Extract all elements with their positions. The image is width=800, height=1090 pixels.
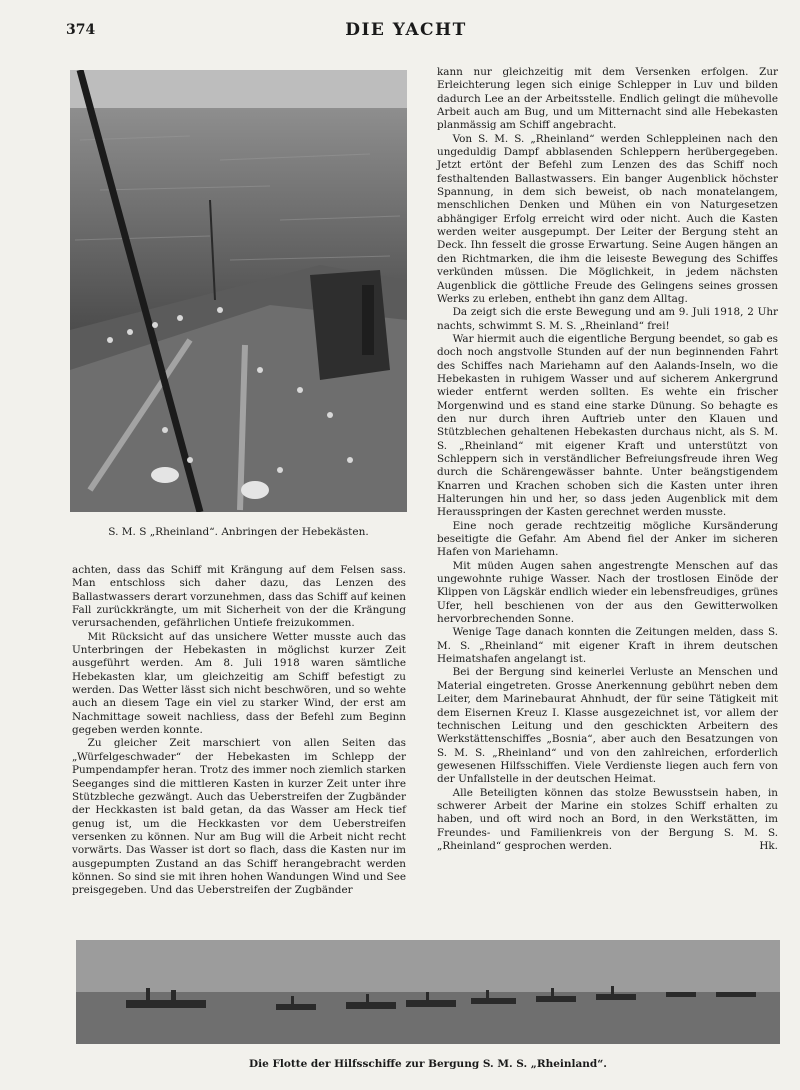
paragraph: Bei der Bergung sind keinerlei Verluste an Menschen und Material eingetreten. Grosse Anerkennung gebührt neben dem Leiter, dem Marinebaurat Ahnhudt, der für seine Tätigkeit mit dem Eisernen Kreuz I. Klasse ausgezeichnet ist, vor allem der technischen Leitung und den geschickten Arbeitern des Werkstättenschiffes „Bosnia“, aber auch den Besatzungen von S. M. S. „Rheinland“ und von den zahlreichen, erforderlich gewesenen Hilfsschiffen. Viele Verdienste liegen auch fern von der Unfallstelle in der deutschen Heimat. <box>437 666 778 786</box>
paragraph: Eine noch gerade rechtzeitig mögliche Kursänderung beseitigte die Gefahr. Am Abend fiel der Anker im sicheren Hafen von Mariehamn. <box>437 519 778 559</box>
paragraph: Zu gleicher Zeit marschiert von allen Seiten das „Würfelgeschwader“ der Hebekasten im Schlepp der Pumpendampfer heran. Trotz des immer noch ziemlich starken Seeganges sind die mittleren Kasten in kurzer Zeit unter ihre Stützbleche gezwängt. Auch das Ueberstreifen der Zugbänder der Heckkasten ist bald getan, da das Wasser am Heck tief genug ist, um die Heckkasten vor dem Ueberstreifen versenken zu können. Nur am Bug will die Arbeit nicht recht vorwärts. Das Wasser ist dort so flach, dass die Kasten nur im ausgepumpten Zustand an das Schiff herangebracht werden können. So sind sie mit ihren hohen Wandungen Wind und See preisgegeben. Und das Ueberstreifen der Zugbänder <box>72 737 406 897</box>
right-text-column <box>437 66 778 853</box>
paragraph: achten, dass das Schiff mit Krängung auf dem Felsen sass. Man entschloss sich daher dazu, das Lenzen des Ballastwassers derart vorzunehmen, dass das Schiff auf keinen Fall zurückkrängte, um mit Sicherheit von der die Krängung verursachenden, gefährlichen Untiefe freizukommen. <box>72 564 406 630</box>
running-title: DIE YACHT <box>345 20 467 40</box>
paragraph: Alle Beteiligten können das stolze Bewusstsein haben, in schwerer Arbeit der Marine ein stolzes Schiff erhalten zu haben, und oft wird noch an Bord, in den Werkstätten, im Freundes- und Familienkreis von der Bergung S. M. S. „Rheinland“ gesprochen werden. <box>437 786 778 852</box>
paragraph: Wenige Tage danach konnten die Zeitungen melden, dass S. M. S. „Rheinland“ mit eigener Kraft in ihrem deutschen Heimatshafen angelangt ist. <box>437 626 778 666</box>
paragraph: War hiermit auch die eigentliche Bergung beendet, so gab es doch noch angstvolle Stunden auf der nun beginnenden Fahrt des Schiffes nach Mariehamn auf den Aalands-Inseln, wo die Hebekasten in ruhigem Wasser und auf sicherem Ankergrund wieder entfernt werden sollten. Es wehte ein frischer Morgenwind und es stand eine starke Dünung. So behagte es den nur durch ihren Auftrieb unter den Klauen und Stützblechen gehaltenen Hebekasten durchaus nicht, als S. M. S. „Rheinland“ mit eigener Kraft und unterstützt von Schleppern sich in verständlicher Befreiungsfreude ihren Weg durch die Schärengewässer bahnte. Unter beängstigendem Knarren und Krachen schoben sich die Kasten unter ihren Halterungen hin und her, so dass jeden Augenblick mit dem Herausspringen der Kasten gerechnet werden musste. <box>437 332 778 519</box>
bottom-photo-caption: Die Flotte der Hilfsschiffe zur Bergung S. M. S. „Rheinland“. <box>249 1058 607 1070</box>
paragraph: Mit müden Augen sahen angestrengte Menschen auf das ungewohnte ruhige Wasser. Nach der trostlosen Einöde der Klippen von Lägskär endlich wieder ein lebensfreudiges, grünes Ufer, hell beschienen von der aus den Gewitterwolken hervorbrechenden Sonne. <box>437 559 778 626</box>
left-text-column <box>72 564 406 898</box>
paragraph: Da zeigt sich die erste Bewegung und am 9. Juli 1918, 2 Uhr nachts, schwimmt S. M. S. „Rheinland“ frei! <box>437 306 778 332</box>
author-signature: Hk. <box>759 839 778 852</box>
fleet-photo <box>76 940 780 1044</box>
paragraph: Von S. M. S. „Rheinland“ werden Schleppleinen nach den ungeduldig Dampf abblasenden Schleppern herübergegeben. Jetzt ertönt der Befehl zum Lenzen des das Schiff noch festhaltenden Ballastwassers. Ein banger Augenblick höchster Spannung, in dem sich beweist, ob nach monatelangem, menschlichen Denken und Mühen ein von Naturgesetzen abhängiger Erfolg erreicht wird oder nicht. Auch die Kasten werden weiter ausgepumpt. Der Leiter der Bergung steht an Deck. Ihn fesselt die grosse Erwartung. Seine Augen hängen an den Richtmarken, die ihm die leiseste Bewegung des Schiffes verkünden müssen. Die Möglichkeit, in jedem nächsten Augenblick die göttliche Freude des Gelingens seines grossen Werks zu erleben, enthebt ihn ganz dem Alltag. <box>437 132 778 305</box>
page-header <box>66 22 746 44</box>
paragraph: kann nur gleichzeitig mit dem Versenken erfolgen. Zur Erleichterung legen sich einige Schlepper in Luv und bilden dadurch Lee an der Arbeitsstelle. Endlich gelingt die mühevolle Arbeit auch am Bug, und um Mitternacht sind alle Hebekasten planmässig am Schiff angebracht. <box>437 66 778 132</box>
ship-deck-photo <box>70 70 407 512</box>
top-photo-caption: S. M. S „Rheinland“. Anbringen der Hebekästen. <box>108 526 369 538</box>
page-number: 374 <box>66 22 96 38</box>
paragraph: Mit Rücksicht auf das unsichere Wetter musste auch das Unterbringen der Hebekasten in möglichst kurzer Zeit ausgeführt werden. Am 8. Juli 1918 waren sämtliche Hebekasten klar, um gleichzeitig am Schiff befestigt zu werden. Das Wetter lässt sich nicht beschwören, und so wehte auch an diesem Tage ein viel zu starker Wind, der erst am Nachmittage soweit nachliess, dass der Befehl zum Beginn gegeben werden konnte. <box>72 630 406 737</box>
